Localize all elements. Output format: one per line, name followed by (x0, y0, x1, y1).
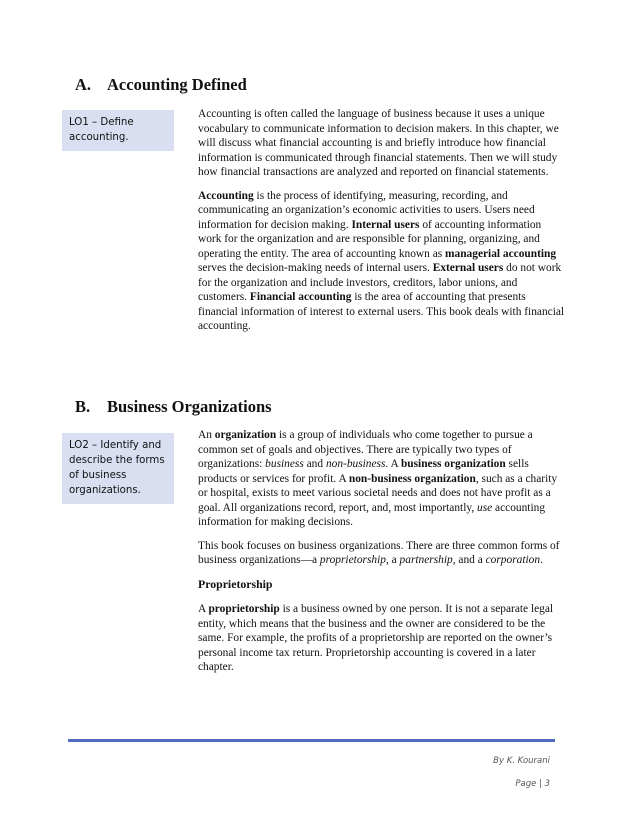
section-a-letter: A. (75, 75, 92, 94)
bold-term: Internal users (351, 218, 420, 231)
section-a-title: Accounting Defined (107, 75, 247, 94)
proprietorship-paragraph: A proprietorship is a business owned by one person. It is not a separate legal entity, which means that the business and the owner are considered to be the same. For example, the profits of a proprietorship are reported on the owner’s personal income tax return. Proprietorship accounting is covered in a later chapter. (198, 603, 554, 673)
italic-term: business (265, 458, 304, 470)
italic-term: partnership (399, 554, 453, 566)
bold-term: organization (214, 429, 277, 441)
italic-term: proprietorship (319, 554, 386, 566)
bold-term: business organization (400, 458, 506, 470)
section-a-paragraph: Accounting is the process of identifying, measuring, recording, and communicating an organization’s economic activities to users. Users need information for decision making. Internal users of accounting information work for the organization and are responsible for planning, organizing, and operating the entity. The area of accounting known as managerial accounting serves the decision-making needs of internal users. External users do not work for the organization and include investors, creditors, labor unions, and customers. Financial accounting is the area of accounting that presents financial information of interest to external users. This book deals with financial accounting. (198, 189, 565, 332)
learning-objective-2 (62, 433, 174, 504)
bold-term: non-business organization (348, 472, 476, 485)
bold-term: External users (432, 262, 504, 274)
section-b-title: Business Organizations (107, 397, 272, 416)
bold-term: Accounting (198, 189, 254, 202)
learning-objective-2-text: LO2 – Identify and describe the forms of business organizations. (69, 440, 165, 496)
bold-term: proprietorship (208, 603, 280, 615)
bold-term: managerial accounting (445, 247, 557, 260)
bold-term: Financial accounting (249, 291, 352, 303)
section-b-body (198, 428, 566, 684)
section-b-letter: B. (75, 397, 91, 416)
learning-objective-1 (62, 110, 174, 151)
section-a-body (198, 107, 566, 343)
section-a-paragraph: Accounting is often called the language of business because it uses a unique vocabulary to communicate information to decision makers. In this chapter, we will discuss what financial accounting is and briefly introduce how financial information is communicated through financial statements. Then we will study how financial transactions are analyzed and reported on financial statements. (198, 108, 559, 178)
italic-term: use (477, 501, 493, 514)
section-b-paragraph: An organization is a group of individuals who come together to pursue a common set of goals and objectives. There are typically two types of organizations: business and non-business. A business organization sells products or services for profit. A non-business organization, such as a charity or hospital, exists to meet various societal needs and does not have profit as a goal. All organizations record, report, and, most importantly, use accounting information for making decisions. (198, 429, 558, 528)
footer-author: By K. Kourani (493, 756, 550, 766)
learning-objective-1-text: LO1 – Define accounting. (69, 117, 134, 143)
proprietorship-subheading: Proprietorship (198, 576, 273, 591)
section-a-heading (75, 75, 247, 95)
section-b-paragraph: This book focuses on business organizations. There are three common forms of business organizations—a proprietorship, a partnership, and a corporation. (198, 539, 560, 566)
footer-page-number: Page | 3 (515, 779, 550, 789)
italic-term: corporation (485, 554, 541, 566)
footer-rule (68, 739, 555, 742)
italic-term: non-business (325, 458, 386, 470)
section-b-heading (75, 397, 272, 417)
